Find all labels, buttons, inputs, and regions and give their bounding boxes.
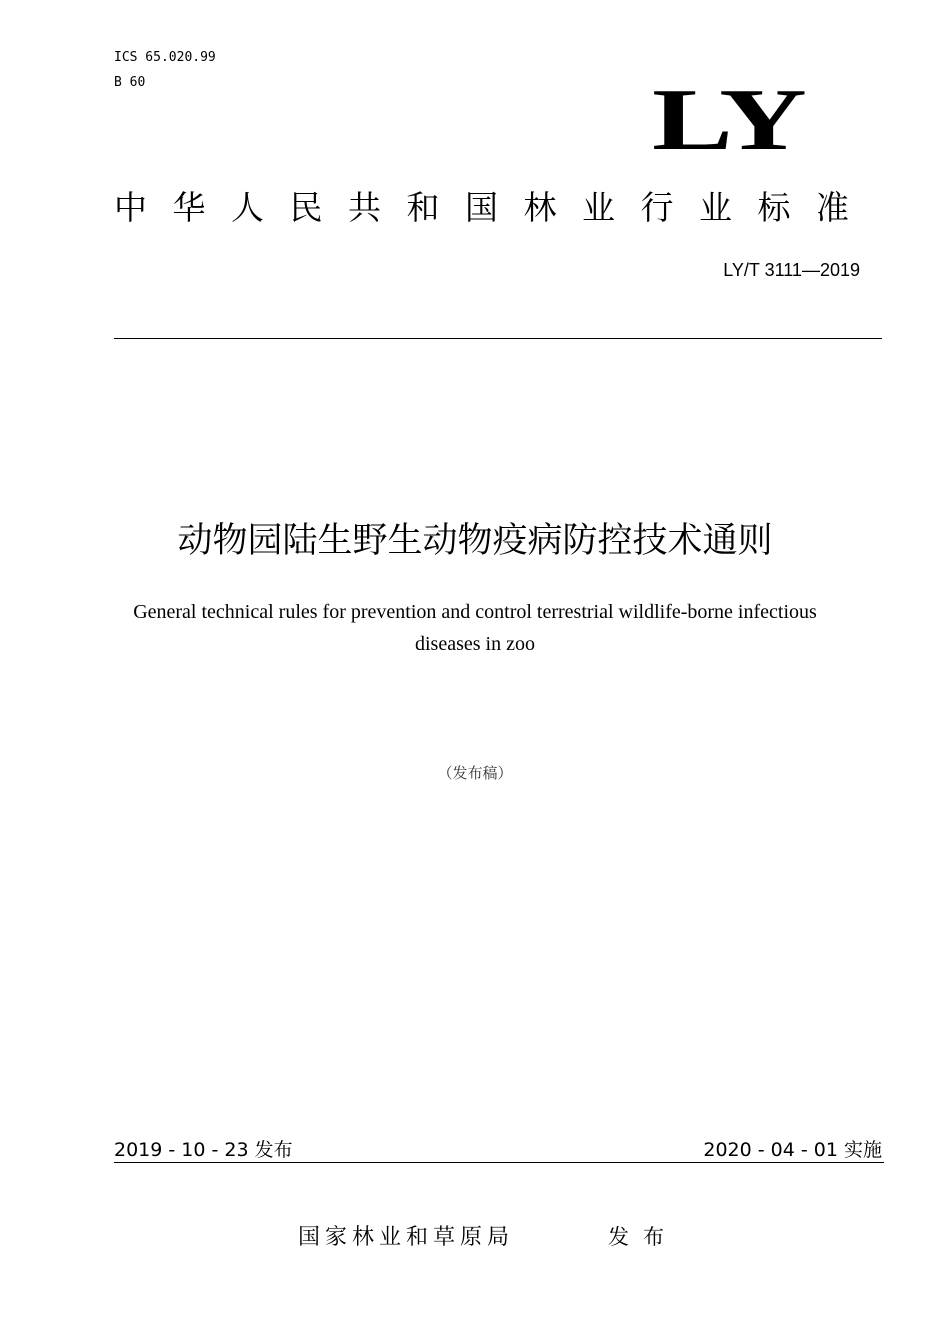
draft-status: （发布稿） — [437, 764, 513, 782]
effective-date: 2020 - 04 - 01 实施 — [703, 1139, 882, 1161]
issue-date: 2019 - 10 - 23 发布 — [114, 1139, 293, 1161]
document-title-en — [60, 596, 890, 660]
document-title-zh: 动物园陆生野生动物疫病防控技术通则 — [177, 521, 773, 561]
ics-code: ICS 65.020.99 — [114, 50, 216, 65]
ccs-code: B 60 — [114, 75, 146, 90]
header-divider — [114, 338, 882, 339]
document-title-en-line-2: diseases in zoo — [415, 633, 535, 655]
standard-number: LY/T 3111—2019 — [723, 260, 860, 280]
issuing-action: 发布 — [608, 1225, 678, 1249]
standard-logo: LY — [652, 72, 805, 169]
standard-category-title: 中华人民共和国林业行业标准 — [114, 188, 875, 227]
issuing-authority: 国家林业和草原局 — [298, 1225, 515, 1250]
document-title-en-line-1: General technical rules for prevention and control terrestrial wildlife-borne infectious — [133, 601, 817, 623]
footer-divider — [114, 1162, 884, 1163]
